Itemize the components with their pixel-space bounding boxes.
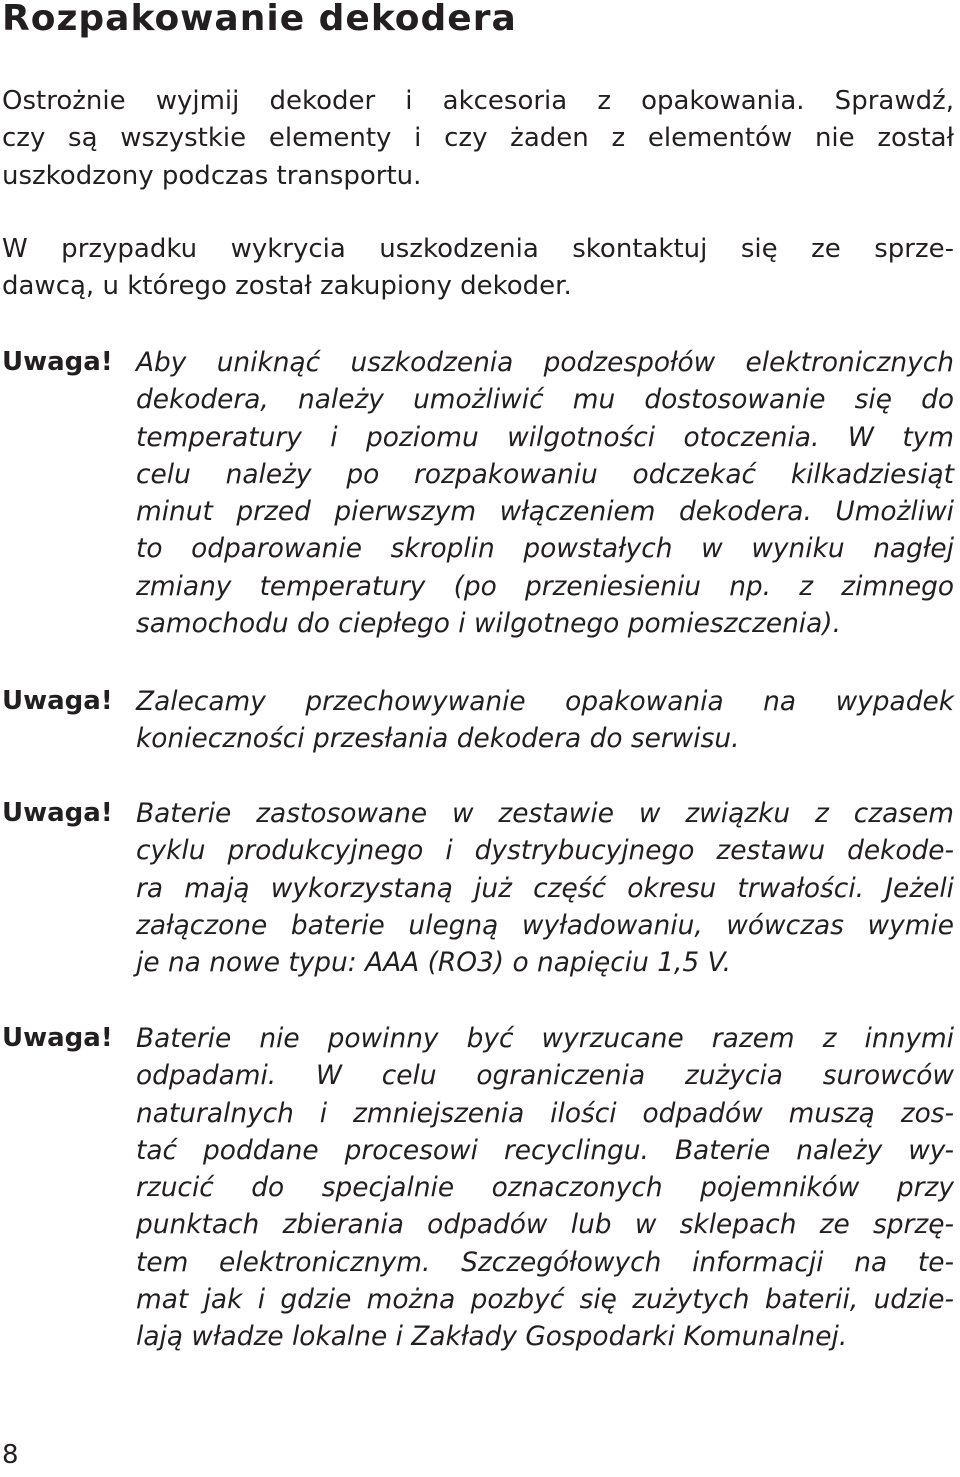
paragraph-line: uszkodzony podczas transportu. [2, 160, 422, 191]
warning-text [136, 344, 954, 642]
intro-paragraph [2, 83, 954, 195]
paragraph-line: Ostrożnie wyjmij dekoder i akcesoria z opakowania. Sprawdź, [2, 86, 954, 116]
note-line: ra mają wykorzystaną już część okresu trwałości. Jeżeli [136, 872, 954, 904]
note-line: dekodera, należy umożliwić mu dostosowanie się do [136, 384, 954, 416]
warning-label: Uwaga! [2, 798, 113, 828]
warning-label: Uwaga! [2, 347, 113, 377]
page-number: 8 [2, 1440, 19, 1470]
note-line: punktach zbierania odpadów lub w sklepach ze sprzę- [136, 1209, 954, 1241]
note-line: Zalecamy przechowywanie opakowania na wypadek [136, 686, 954, 717]
note-line: samochodu do ciepłego i wilgotnego pomieszczenia). [136, 608, 841, 640]
note-line: celu należy po rozpakowaniu odczekać kilkadziesiąt [136, 458, 954, 490]
note-line: zmiany temperatury (po przeniesieniu np. z zimnego [136, 570, 954, 602]
note-line: tać poddane procesowi recyclingu. Baterie należy wy- [136, 1134, 954, 1166]
paragraph-line: dawcą, u którego został zakupiony dekoder. [2, 271, 572, 302]
damage-paragraph [2, 231, 954, 306]
paragraph-line: czy są wszystkie elementy i czy żaden z elementów nie został [2, 123, 954, 154]
note-line: minut przed pierwszym włączeniem dekodera. Umożliwi [136, 496, 954, 528]
note-line: cyklu produkcyjnego i dystrybucyjnego zestawu dekode- [136, 835, 954, 867]
note-line: lają władze lokalne i Zakłady Gospodarki Komunalnej. [136, 1321, 848, 1353]
note-line: załączone baterie ulegną wyładowaniu, wówczas wymie [136, 909, 954, 941]
note-line: temperatury i poziomu wilgotności otoczenia. W tym [136, 421, 954, 453]
paragraph-line: W przypadku wykrycia uszkodzenia skontaktuj się ze sprze- [2, 234, 954, 264]
note-line: odpadami. W celu ograniczenia zużycia surowców [136, 1060, 954, 1092]
note-line: rzucić do specjalnie oznaczonych pojemników przy [136, 1172, 954, 1204]
note-line: to odparowanie skroplin powstałych w wyniku nagłej [136, 533, 954, 565]
note-line: Aby uniknąć uszkodzenia podzespołów elektronicznych [136, 347, 954, 378]
note-line: tem elektronicznym. Szczegółowych informacji na te- [136, 1246, 954, 1278]
warning-label: Uwaga! [2, 1023, 113, 1053]
warning-text [136, 1020, 954, 1356]
note-line: naturalnych i zmniejszenia ilości odpadów muszą zos- [136, 1097, 954, 1129]
note-line: mat jak i gdzie można pozbyć się zużytych baterii, udzie- [136, 1284, 954, 1316]
page-title: Rozpakowanie dekodera [2, 0, 517, 39]
warning-text [136, 795, 954, 981]
note-line: konieczności przesłania dekodera do serwisu. [136, 723, 740, 755]
note-line: Baterie zastosowane w zestawie w związku z czasem [136, 798, 954, 829]
warning-label: Uwaga! [2, 686, 113, 716]
note-line: Baterie nie powinny być wyrzucane razem z innymi [136, 1023, 954, 1054]
note-line: je na nowe typu: AAA (RO3) o napięciu 1,5 V. [136, 947, 731, 979]
warning-text [136, 683, 954, 758]
